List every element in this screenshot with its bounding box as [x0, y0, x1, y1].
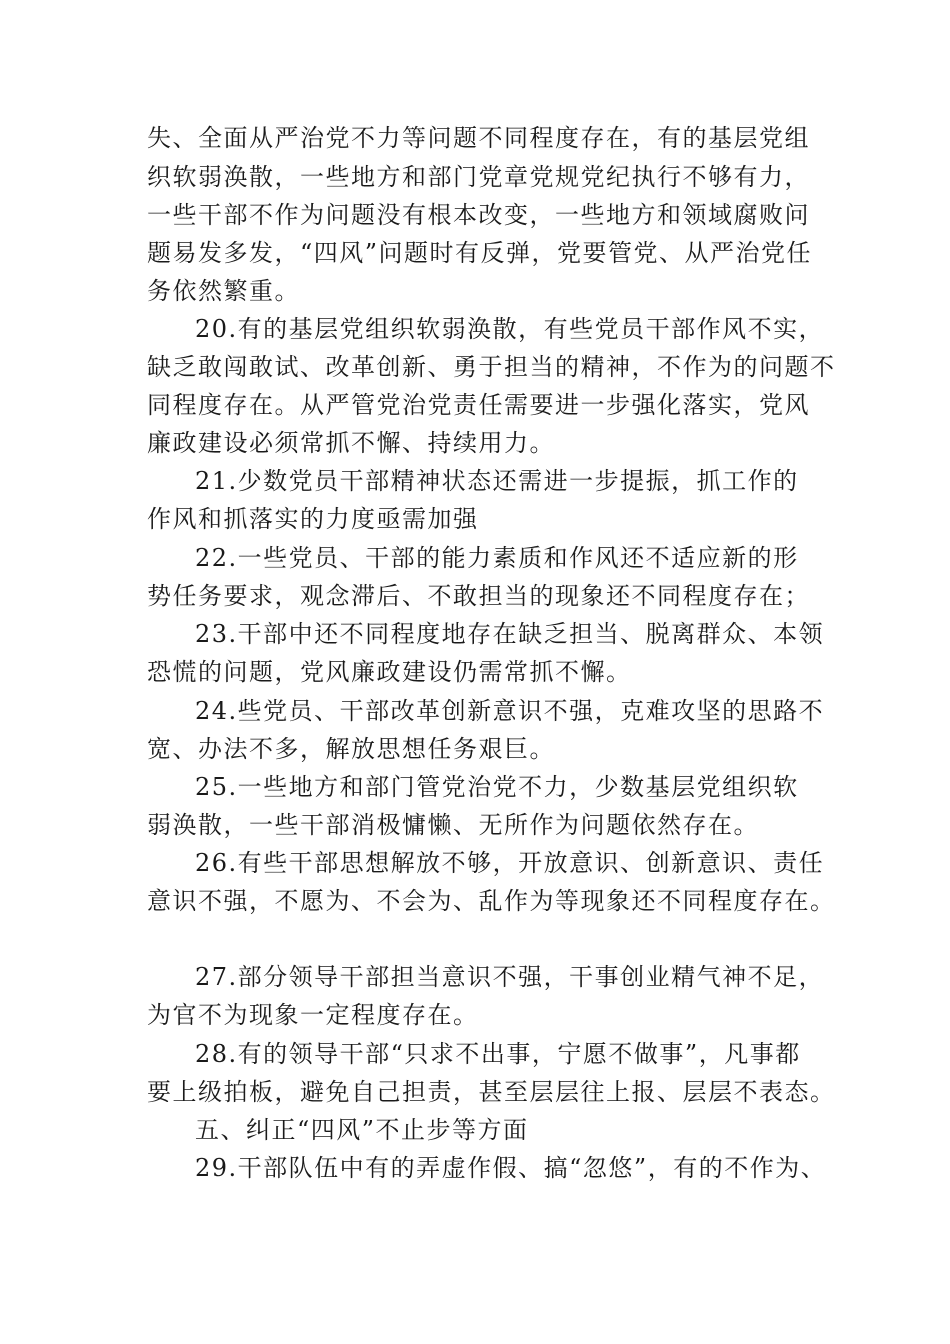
paragraph-21-start: 21.少数党员干部精神状态还需进一步提振，抓工作的: [195, 467, 799, 495]
paragraph-27-start: 27.部分领导干部担当意识不强，干事创业精气神不足，: [195, 963, 825, 991]
text-line: 题易发多发，“四风”问题时有反弹，党要管党、从严治党任: [147, 239, 813, 267]
text-line: 缺乏敢闯敢试、改革创新、勇于担当的精神，不作为的问题不: [147, 353, 836, 381]
paragraph-25-start: 25.一些地方和部门管党治党不力，少数基层党组织软: [195, 773, 799, 801]
paragraph-29-start: 29.干部队伍中有的弄虚作假、搞“忽悠”，有的不作为、: [195, 1154, 827, 1182]
text-line: 失、全面从严治党不力等问题不同程度存在，有的基层党组: [147, 124, 810, 152]
paragraph-24-start: 24.些党员、干部改革创新意识不强，克难攻坚的思路不: [195, 697, 825, 725]
text-line: 为官不为现象一定程度存在。: [147, 1001, 479, 1029]
text-line: 要上级拍板，避免自己担责，甚至层层往上报、层层不表态。: [147, 1078, 836, 1106]
text-line: 一些干部不作为问题没有根本改变，一些地方和领域腐败问: [147, 201, 810, 229]
text-line: 同程度存在。从严管党治党责任需要进一步强化落实，党风: [147, 391, 810, 419]
text-line: 宽、办法不多，解放思想任务艰巨。: [147, 735, 555, 763]
text-line: 作风和抓落实的力度亟需加强: [147, 505, 479, 533]
text-line: 织软弱涣散，一些地方和部门党章党规党纪执行不够有力，: [147, 163, 810, 191]
paragraph-28-start: 28.有的领导干部“只求不出事，宁愿不做事”，凡事都: [195, 1040, 801, 1068]
paragraph-26-start: 26.有些干部思想解放不够，开放意识、创新意识、责任: [195, 849, 825, 877]
section-heading: 五、纠正“四风”不止步等方面: [195, 1116, 529, 1144]
text-line: 弱涣散，一些干部消极慵懒、无所作为问题依然存在。: [147, 811, 759, 839]
text-line: 势任务要求，观念滞后、不敢担当的现象还不同程度存在；: [147, 582, 810, 610]
paragraph-22-start: 22.一些党员、干部的能力素质和作风还不适应新的形: [195, 544, 799, 572]
paragraph-20-start: 20.有的基层党组织软弱涣散，有些党员干部作风不实，: [195, 315, 825, 343]
text-line: 恐慌的问题，党风廉政建设仍需常抓不懈。: [147, 658, 632, 686]
text-line: 意识不强，不愿为、不会为、乱作为等现象还不同程度存在。: [147, 887, 836, 915]
text-line: 务依然繁重。: [147, 277, 300, 305]
text-line: 廉政建设必须常抓不懈、持续用力。: [147, 429, 555, 457]
paragraph-23-start: 23.干部中还不同程度地存在缺乏担当、脱离群众、本领: [195, 620, 825, 648]
